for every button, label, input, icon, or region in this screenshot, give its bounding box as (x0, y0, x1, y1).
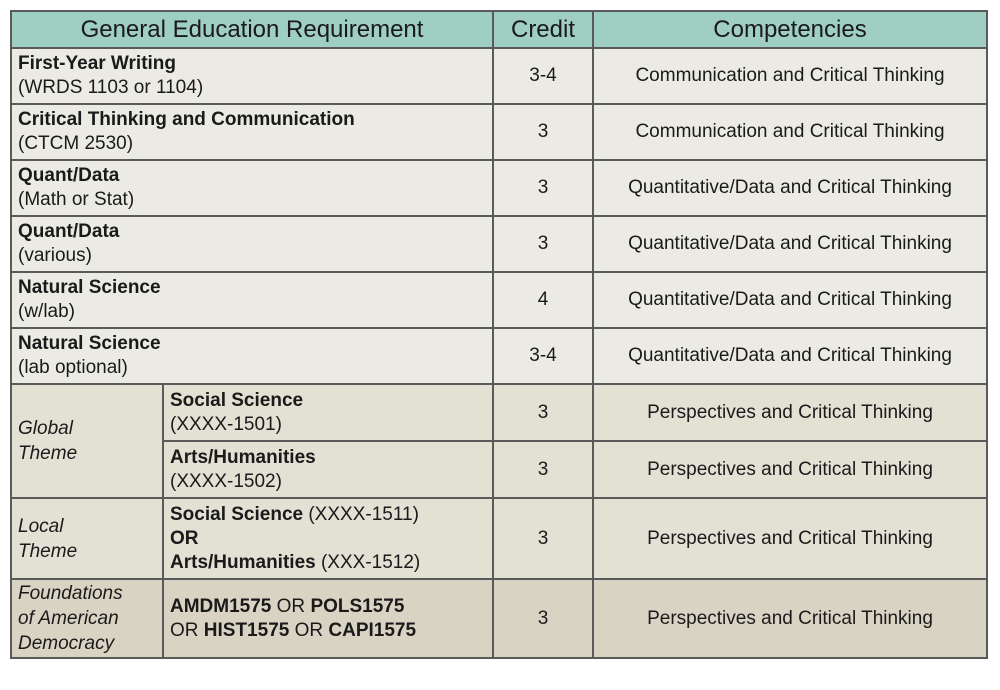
local-option1 (170, 503, 486, 527)
credit-cell: 4 (493, 272, 593, 328)
requirement-detail: (Math or Stat) (18, 189, 135, 210)
global-theme-row (11, 384, 987, 441)
course-code: AMDM1575 (170, 595, 272, 617)
requirement-cell (163, 384, 493, 441)
requirement-cell (11, 104, 493, 160)
requirement-cell (163, 498, 493, 579)
requirement-title: Natural Science (18, 277, 161, 298)
course-code: HIST1575 (203, 619, 290, 641)
table-row (11, 216, 987, 272)
local-option2-code: (XXX-1512) (320, 551, 421, 573)
table-row (11, 160, 987, 216)
requirement-cell (11, 48, 493, 104)
requirement-cell (11, 160, 493, 216)
requirement-title: Critical Thinking and Communication (18, 109, 355, 130)
requirement-detail: (various) (18, 245, 92, 266)
competency-cell: Quantitative/Data and Critical Thinking (593, 216, 987, 272)
competency-cell: Quantitative/Data and Critical Thinking (593, 272, 987, 328)
competency-cell: Perspectives and Critical Thinking (593, 441, 987, 498)
global-theme-label (11, 384, 163, 498)
header-requirement: General Education Requirement (11, 11, 493, 48)
foundations-label (11, 579, 163, 658)
table-row (11, 272, 987, 328)
requirement-title: Natural Science (18, 333, 161, 354)
foundations-line1 (170, 595, 486, 619)
credit-cell: 3-4 (493, 328, 593, 384)
global-theme-label-line1: Global (18, 418, 73, 439)
or-word: OR (170, 619, 199, 641)
local-theme-label (11, 498, 163, 579)
credit-cell: 3 (493, 160, 593, 216)
requirement-cell (163, 579, 493, 658)
local-option1-title: Social Science (170, 503, 304, 525)
requirement-detail: (lab optional) (18, 357, 128, 378)
local-option1-code: (XXXX-1511) (308, 503, 419, 525)
requirement-title: Social Science (170, 389, 304, 411)
course-code: CAPI1575 (328, 619, 417, 641)
table-row (11, 328, 987, 384)
local-option2-title: Arts/Humanities (170, 551, 316, 573)
header-competencies: Competencies (593, 11, 987, 48)
credit-cell: 3 (493, 579, 593, 658)
credit-cell: 3 (493, 498, 593, 579)
competency-cell: Communication and Critical Thinking (593, 104, 987, 160)
requirement-detail: (w/lab) (18, 301, 76, 322)
global-theme-label-line2: Theme (18, 443, 78, 464)
foundations-line2 (170, 619, 486, 643)
or-word: OR (294, 619, 324, 641)
local-theme-row (11, 498, 987, 579)
table-row (11, 104, 987, 160)
competency-cell: Perspectives and Critical Thinking (593, 384, 987, 441)
local-option2 (170, 551, 486, 575)
requirement-detail: (WRDS 1103 or 1104) (18, 77, 204, 98)
credit-cell: 3 (493, 104, 593, 160)
or-word: OR (276, 595, 306, 617)
requirement-cell (11, 272, 493, 328)
credit-cell: 3 (493, 384, 593, 441)
requirement-detail: (CTCM 2530) (18, 133, 134, 154)
local-or-word: OR (170, 527, 199, 549)
local-or (170, 527, 486, 551)
requirement-title: First-Year Writing (18, 53, 177, 74)
credit-cell: 3 (493, 216, 593, 272)
credit-cell: 3 (493, 441, 593, 498)
local-theme-label-line1: Local (18, 515, 64, 537)
foundations-label-line1: Foundations (18, 583, 123, 604)
table-row (11, 48, 987, 104)
requirement-title: Quant/Data (18, 165, 120, 186)
competency-cell: Communication and Critical Thinking (593, 48, 987, 104)
requirement-cell (11, 328, 493, 384)
foundations-row (11, 579, 987, 658)
competency-cell: Quantitative/Data and Critical Thinking (593, 160, 987, 216)
requirement-title: Arts/Humanities (170, 446, 316, 468)
competency-cell: Quantitative/Data and Critical Thinking (593, 328, 987, 384)
requirement-detail: (XXXX-1501) (170, 413, 282, 435)
requirement-title: Quant/Data (18, 221, 120, 242)
header-row (11, 11, 987, 48)
course-code: POLS1575 (310, 595, 405, 617)
gen-ed-requirements-table (10, 10, 988, 659)
foundations-label-line3: Democracy (18, 633, 115, 654)
competency-cell: Perspectives and Critical Thinking (593, 498, 987, 579)
header-credit: Credit (493, 11, 593, 48)
requirement-cell (163, 441, 493, 498)
local-theme-label-line2: Theme (18, 540, 78, 562)
competency-cell: Perspectives and Critical Thinking (593, 579, 987, 658)
gen-ed-table-container (10, 10, 988, 659)
requirement-detail: (XXXX-1502) (170, 470, 282, 492)
credit-cell: 3-4 (493, 48, 593, 104)
requirement-cell (11, 216, 493, 272)
foundations-label-line2: of American (18, 608, 119, 629)
